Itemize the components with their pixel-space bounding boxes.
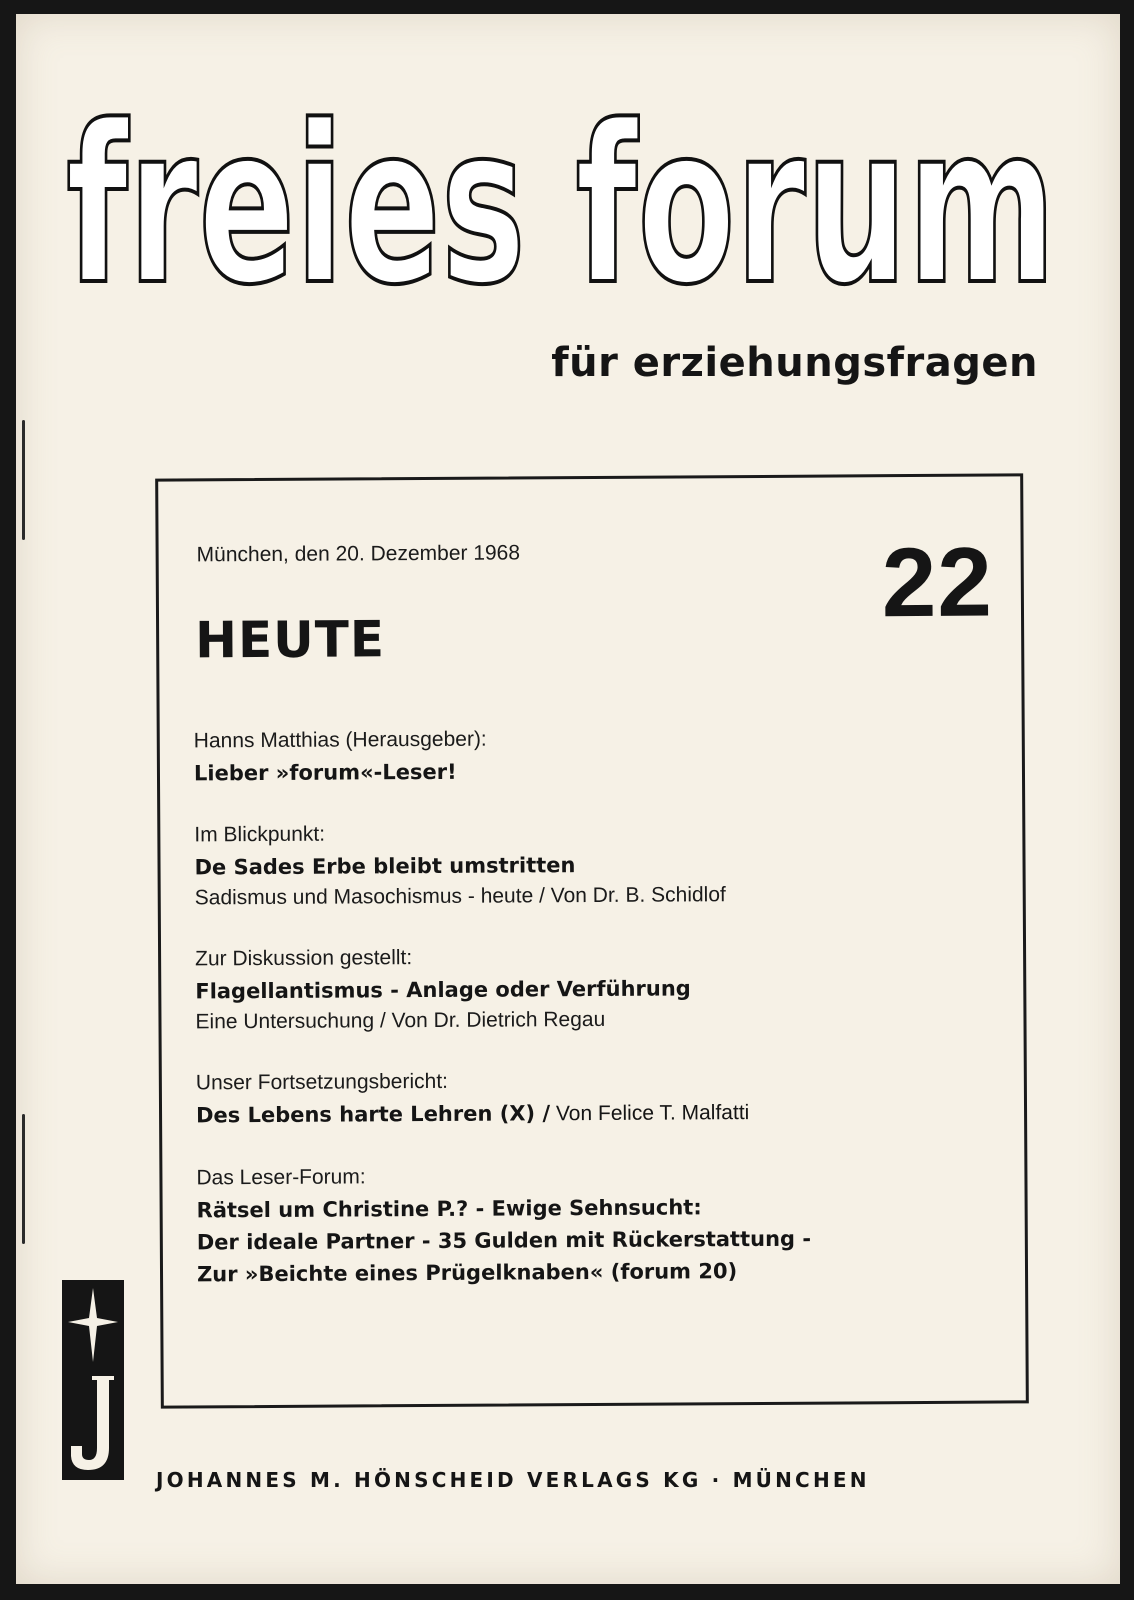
section-label: Hanns Matthias (Herausgeber):: [193, 727, 487, 753]
contents-section-blickpunkt: [194, 814, 1015, 913]
section-line: Zur »Beichte eines Prügelknaben« (forum 20): [196, 1259, 738, 1287]
section-label: Zur Diskussion gestellt:: [195, 946, 413, 971]
section-line: Rätsel um Christine P.? - Ewige Sehnsucht:: [196, 1195, 702, 1223]
staple-mark: [22, 1114, 25, 1244]
contents-section-leserforum: [196, 1157, 1017, 1290]
section-byline: Von Felice T. Malfatti: [550, 1101, 750, 1126]
section-title: Flagellantismus - Anlage oder Verführung: [195, 976, 691, 1004]
star-j-publisher-logo-icon: [62, 1280, 124, 1480]
issue-date: München, den 20. Dezember 1968: [196, 541, 521, 567]
masthead-subtitle: für erziehungsfragen: [551, 340, 1038, 386]
section-label: Unser Fortsetzungsbericht:: [195, 1069, 449, 1095]
masthead-title-text: freies forum: [66, 80, 1056, 333]
section-label: Im Blickpunkt:: [194, 822, 326, 847]
masthead-title: [64, 80, 1064, 336]
section-line: Der ideale Partner - 35 Gulden mit Rückerstattung -: [196, 1226, 812, 1255]
contents-box: [155, 473, 1029, 1408]
section-subtitle: Sadismus und Masochismus - heute / Von Dr. B. Schidlof: [194, 883, 726, 910]
magazine-cover: [16, 14, 1120, 1584]
staple-mark: [22, 420, 25, 540]
section-title: De Sades Erbe bleibt umstritten: [194, 853, 576, 880]
contents-section-fortsetzung: [196, 1062, 1016, 1132]
issue-number: 22: [881, 526, 994, 638]
publisher-name: JOHANNES M. HÖNSCHEID VERLAGS KG · MÜNCHEN: [156, 1468, 870, 1492]
section-title: Lieber »forum«-Leser!: [193, 759, 457, 786]
section-title-line: [196, 1094, 1016, 1132]
contents-section-diskussion: [195, 938, 1016, 1037]
section-title: Des Lebens harte Lehren (X) /: [195, 1101, 551, 1128]
contents-list: [194, 720, 1018, 1320]
contents-heading: HEUTE: [194, 610, 386, 670]
section-label: Das Leser-Forum:: [196, 1165, 366, 1190]
section-subtitle: Eine Untersuchung / Von Dr. Dietrich Regau: [195, 1007, 606, 1034]
contents-section-editor: [194, 720, 1014, 789]
